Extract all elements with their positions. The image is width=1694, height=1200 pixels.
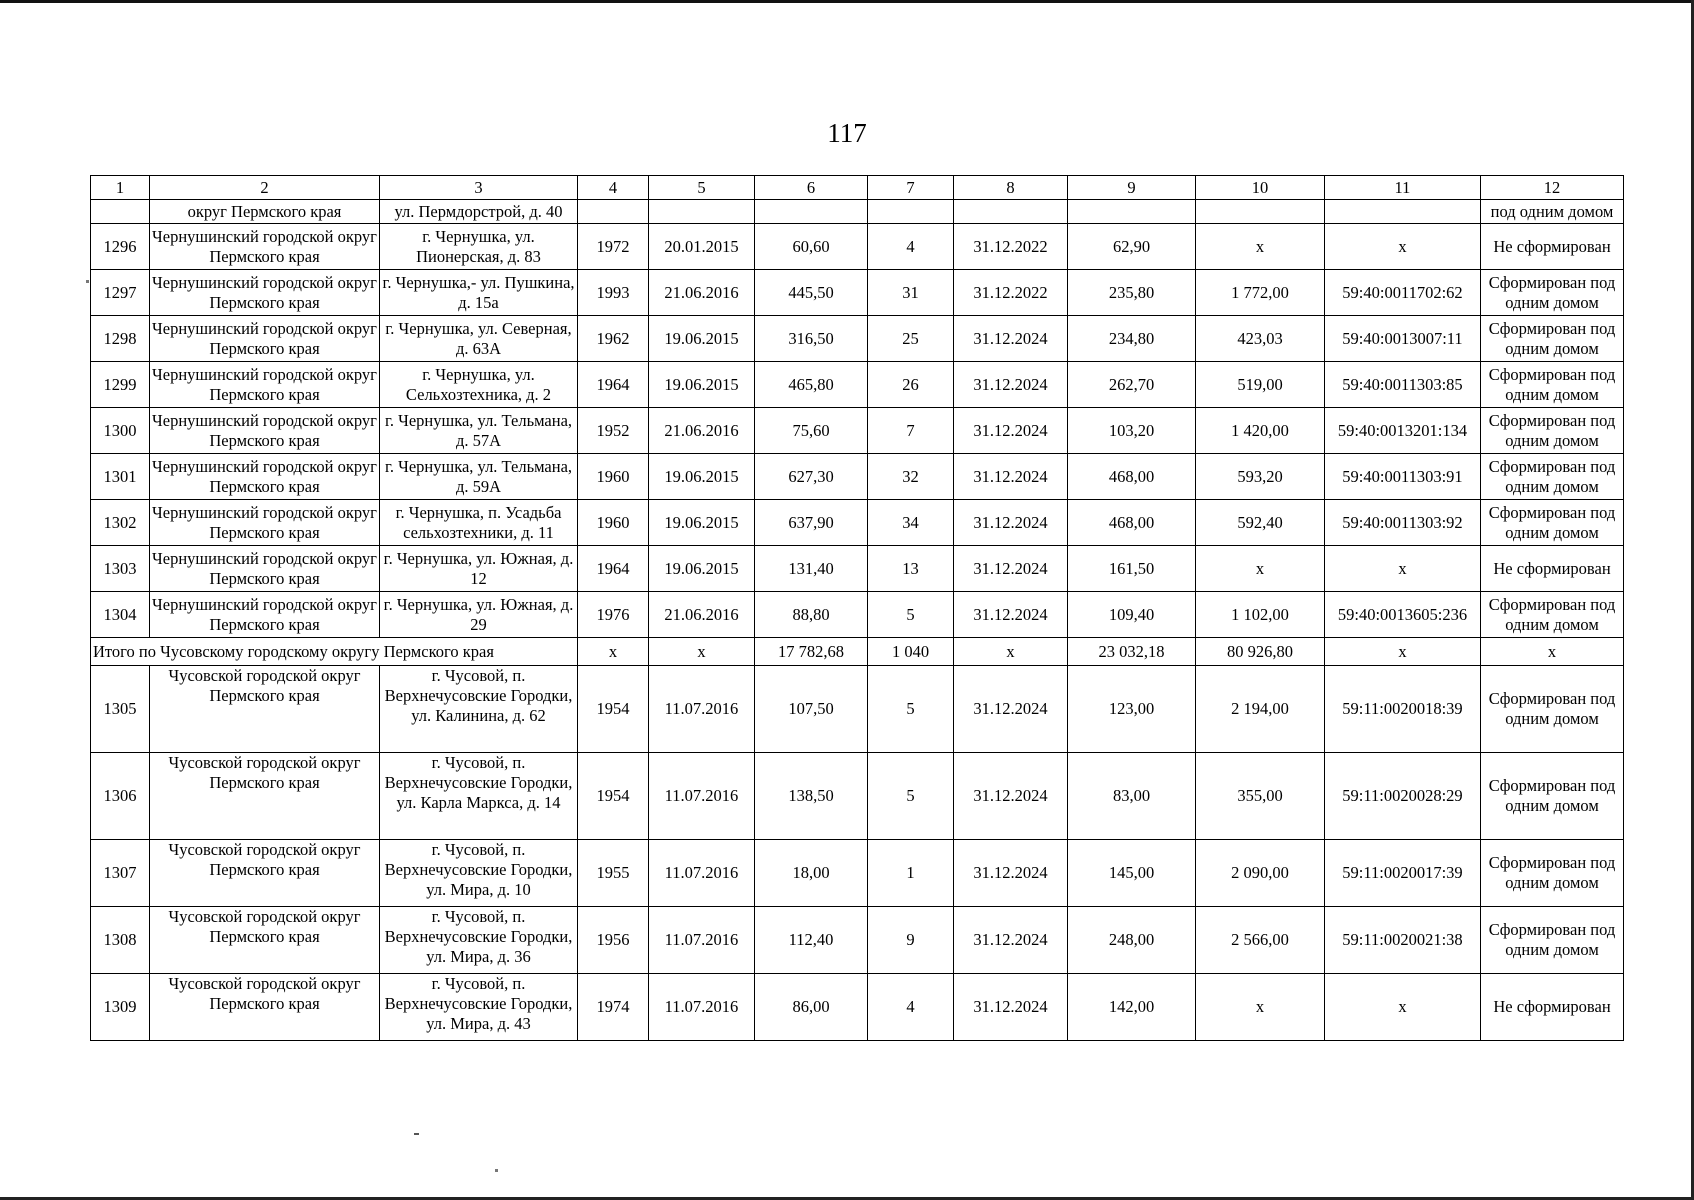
residents-cell: 7 xyxy=(868,408,954,454)
year-cell: 1960 xyxy=(578,500,649,546)
column-header: 12 xyxy=(1481,176,1624,200)
table-cell xyxy=(578,200,649,224)
cadastral-number-cell: 59:40:0011303:85 xyxy=(1325,362,1481,408)
date-cell: 21.06.2016 xyxy=(649,592,755,638)
column-header: 5 xyxy=(649,176,755,200)
status-cell: Сформирован под одним домом xyxy=(1481,316,1624,362)
row-number-cell: 1302 xyxy=(91,500,150,546)
area-cell: 60,60 xyxy=(755,224,868,270)
table-cell xyxy=(91,200,150,224)
cadastral-number-cell: х xyxy=(1325,546,1481,592)
total-value-cell: 17 782,68 xyxy=(755,638,868,666)
area-cell: 465,80 xyxy=(755,362,868,408)
column-header: 4 xyxy=(578,176,649,200)
cadastral-number-cell: х xyxy=(1325,974,1481,1041)
total-value-cell: х xyxy=(578,638,649,666)
date-cell: 11.07.2016 xyxy=(649,840,755,907)
column-header: 10 xyxy=(1196,176,1325,200)
cadastral-number-cell: 59:40:0013605:236 xyxy=(1325,592,1481,638)
address-cell: г. Чернушка, п. Усадьба сельхозтехники, д. 11 xyxy=(380,500,578,546)
value-cell: 1 102,00 xyxy=(1196,592,1325,638)
value-cell: 234,80 xyxy=(1068,316,1196,362)
cadastral-number-cell: 59:40:0011303:91 xyxy=(1325,454,1481,500)
value-cell: 142,00 xyxy=(1068,974,1196,1041)
residents-cell: 5 xyxy=(868,592,954,638)
area-cell: 131,40 xyxy=(755,546,868,592)
row-number-cell: 1306 xyxy=(91,753,150,840)
year-cell: 1956 xyxy=(578,907,649,974)
residents-cell: 4 xyxy=(868,974,954,1041)
table-cell xyxy=(868,200,954,224)
residents-cell: 4 xyxy=(868,224,954,270)
residents-cell: 31 xyxy=(868,270,954,316)
table-row xyxy=(91,316,1624,362)
total-value-cell: 23 032,18 xyxy=(1068,638,1196,666)
date-cell: 11.07.2016 xyxy=(649,974,755,1041)
value-cell: 423,03 xyxy=(1196,316,1325,362)
residents-cell: 5 xyxy=(868,753,954,840)
column-header: 7 xyxy=(868,176,954,200)
table-row xyxy=(91,666,1624,753)
column-header: 9 xyxy=(1068,176,1196,200)
table-cell xyxy=(1196,200,1325,224)
municipality-cell: Чусовской городской округ Пермского края xyxy=(150,666,380,753)
address-cell: г. Чернушка, ул. Пионерская, д. 83 xyxy=(380,224,578,270)
value-cell: 83,00 xyxy=(1068,753,1196,840)
table-cell xyxy=(755,200,868,224)
year-cell: 1993 xyxy=(578,270,649,316)
scan-speck xyxy=(495,1169,498,1172)
date-cell: 19.06.2015 xyxy=(649,362,755,408)
cadastral-number-cell: 59:11:0020017:39 xyxy=(1325,840,1481,907)
residents-cell: 25 xyxy=(868,316,954,362)
status-cell: Сформирован под одним домом xyxy=(1481,270,1624,316)
municipality-cell: Чернушинский городской округ Пермского края xyxy=(150,316,380,362)
row-number-cell: 1303 xyxy=(91,546,150,592)
year-cell: 1955 xyxy=(578,840,649,907)
row-number-cell: 1298 xyxy=(91,316,150,362)
deadline-cell: 31.12.2024 xyxy=(954,974,1068,1041)
year-cell: 1974 xyxy=(578,974,649,1041)
value-cell: 468,00 xyxy=(1068,454,1196,500)
table-row xyxy=(91,974,1624,1041)
column-header: 1 xyxy=(91,176,150,200)
residents-cell: 9 xyxy=(868,907,954,974)
area-cell: 86,00 xyxy=(755,974,868,1041)
area-cell: 445,50 xyxy=(755,270,868,316)
row-number-cell: 1307 xyxy=(91,840,150,907)
table-cell xyxy=(1325,200,1481,224)
cadastral-number-cell: 59:11:0020028:29 xyxy=(1325,753,1481,840)
total-value-cell: х xyxy=(954,638,1068,666)
column-header: 11 xyxy=(1325,176,1481,200)
status-cell: Сформирован под одним домом xyxy=(1481,454,1624,500)
status-cell: под одним домом xyxy=(1481,200,1624,224)
address-cell: г. Чусовой, п. Верхнечусовские Городки, ул. Калинина, д. 62 xyxy=(380,666,578,753)
value-cell: х xyxy=(1196,546,1325,592)
address-cell: г. Чусовой, п. Верхнечусовские Городки, ул. Карла Маркса, д. 14 xyxy=(380,753,578,840)
residents-cell: 5 xyxy=(868,666,954,753)
value-cell: 355,00 xyxy=(1196,753,1325,840)
year-cell: 1954 xyxy=(578,753,649,840)
total-value-cell: х xyxy=(1325,638,1481,666)
table-row xyxy=(91,362,1624,408)
cadastral-number-cell: 59:11:0020021:38 xyxy=(1325,907,1481,974)
status-cell: Сформирован под одним домом xyxy=(1481,592,1624,638)
date-cell: 19.06.2015 xyxy=(649,316,755,362)
year-cell: 1964 xyxy=(578,546,649,592)
address-cell: г. Чусовой, п. Верхнечусовские Городки, ул. Мира, д. 36 xyxy=(380,907,578,974)
row-number-cell: 1300 xyxy=(91,408,150,454)
status-cell: Сформирован под одним домом xyxy=(1481,907,1624,974)
deadline-cell: 31.12.2024 xyxy=(954,316,1068,362)
deadline-cell: 31.12.2024 xyxy=(954,546,1068,592)
value-cell: 262,70 xyxy=(1068,362,1196,408)
area-cell: 18,00 xyxy=(755,840,868,907)
value-cell: 145,00 xyxy=(1068,840,1196,907)
table-row xyxy=(91,907,1624,974)
date-cell: 21.06.2016 xyxy=(649,270,755,316)
address-cell: г. Чернушка,- ул. Пушкина, д. 15а xyxy=(380,270,578,316)
address-cell: г. Чернушка, ул. Сельхозтехника, д. 2 xyxy=(380,362,578,408)
address-cell: г. Чернушка, ул. Тельмана, д. 57А xyxy=(380,408,578,454)
status-cell: Не сформирован xyxy=(1481,546,1624,592)
value-cell: 593,20 xyxy=(1196,454,1325,500)
address-cell: г. Чернушка, ул. Южная, д. 29 xyxy=(380,592,578,638)
municipality-cell: Чернушинский городской округ Пермского края xyxy=(150,454,380,500)
row-number-cell: 1299 xyxy=(91,362,150,408)
column-header: 6 xyxy=(755,176,868,200)
deadline-cell: 31.12.2024 xyxy=(954,500,1068,546)
row-number-cell: 1305 xyxy=(91,666,150,753)
table-cell xyxy=(954,200,1068,224)
value-cell: 1 420,00 xyxy=(1196,408,1325,454)
municipality-cell: Чусовской городской округ Пермского края xyxy=(150,753,380,840)
value-cell: 592,40 xyxy=(1196,500,1325,546)
year-cell: 1964 xyxy=(578,362,649,408)
value-cell: х xyxy=(1196,974,1325,1041)
deadline-cell: 31.12.2022 xyxy=(954,224,1068,270)
row-number-cell: 1309 xyxy=(91,974,150,1041)
municipality-cell: Чусовской городской округ Пермского края xyxy=(150,974,380,1041)
cadastral-number-cell: 59:40:0013201:134 xyxy=(1325,408,1481,454)
scan-border-top xyxy=(0,0,1694,3)
address-cell: г. Чернушка, ул. Тельмана, д. 59А xyxy=(380,454,578,500)
municipality-cell: округ Пермского края xyxy=(150,200,380,224)
table-row xyxy=(91,546,1624,592)
status-cell: Сформирован под одним домом xyxy=(1481,500,1624,546)
scan-speck xyxy=(86,280,89,283)
date-cell: 19.06.2015 xyxy=(649,500,755,546)
area-cell: 627,30 xyxy=(755,454,868,500)
municipality-cell: Чусовской городской округ Пермского края xyxy=(150,840,380,907)
table-row xyxy=(91,408,1624,454)
residents-cell: 34 xyxy=(868,500,954,546)
residents-cell: 13 xyxy=(868,546,954,592)
value-cell: 109,40 xyxy=(1068,592,1196,638)
table-row xyxy=(91,270,1624,316)
year-cell: 1954 xyxy=(578,666,649,753)
municipality-cell: Чернушинский городской округ Пермского края xyxy=(150,408,380,454)
table-row xyxy=(91,454,1624,500)
residents-cell: 26 xyxy=(868,362,954,408)
area-cell: 112,40 xyxy=(755,907,868,974)
table-cell xyxy=(1068,200,1196,224)
row-number-cell: 1304 xyxy=(91,592,150,638)
housing-register-table xyxy=(90,175,1624,1041)
table-row xyxy=(91,753,1624,840)
date-cell: 19.06.2015 xyxy=(649,454,755,500)
municipality-cell: Чернушинский городской округ Пермского края xyxy=(150,500,380,546)
year-cell: 1976 xyxy=(578,592,649,638)
value-cell: 2 090,00 xyxy=(1196,840,1325,907)
year-cell: 1962 xyxy=(578,316,649,362)
cadastral-number-cell: х xyxy=(1325,224,1481,270)
total-value-cell: х xyxy=(1481,638,1624,666)
column-header: 2 xyxy=(150,176,380,200)
deadline-cell: 31.12.2024 xyxy=(954,454,1068,500)
status-cell: Сформирован под одним домом xyxy=(1481,408,1624,454)
total-value-cell: 1 040 xyxy=(868,638,954,666)
address-cell: г. Чусовой, п. Верхнечусовские Городки, ул. Мира, д. 10 xyxy=(380,840,578,907)
row-number-cell: 1297 xyxy=(91,270,150,316)
value-cell: 161,50 xyxy=(1068,546,1196,592)
table-row xyxy=(91,592,1624,638)
status-cell: Сформирован под одним домом xyxy=(1481,362,1624,408)
area-cell: 107,50 xyxy=(755,666,868,753)
deadline-cell: 31.12.2024 xyxy=(954,408,1068,454)
table-row xyxy=(91,500,1624,546)
value-cell: 123,00 xyxy=(1068,666,1196,753)
address-cell: г. Чусовой, п. Верхнечусовские Городки, ул. Мира, д. 43 xyxy=(380,974,578,1041)
value-cell: 248,00 xyxy=(1068,907,1196,974)
deadline-cell: 31.12.2024 xyxy=(954,840,1068,907)
residents-cell: 1 xyxy=(868,840,954,907)
column-number-header-row xyxy=(91,176,1624,200)
deadline-cell: 31.12.2024 xyxy=(954,592,1068,638)
year-cell: 1960 xyxy=(578,454,649,500)
area-cell: 316,50 xyxy=(755,316,868,362)
continuation-row xyxy=(91,200,1624,224)
date-cell: 11.07.2016 xyxy=(649,666,755,753)
value-cell: 235,80 xyxy=(1068,270,1196,316)
total-value-cell: 80 926,80 xyxy=(1196,638,1325,666)
value-cell: х xyxy=(1196,224,1325,270)
status-cell: Не сформирован xyxy=(1481,224,1624,270)
value-cell: 62,90 xyxy=(1068,224,1196,270)
table-row xyxy=(91,224,1624,270)
total-value-cell: х xyxy=(649,638,755,666)
column-header: 8 xyxy=(954,176,1068,200)
area-cell: 88,80 xyxy=(755,592,868,638)
scan-speck xyxy=(414,1133,419,1135)
deadline-cell: 31.12.2022 xyxy=(954,270,1068,316)
municipality-cell: Чернушинский городской округ Пермского края xyxy=(150,592,380,638)
total-label-cell: Итого по Чусовскому городскому округу Пермского края xyxy=(91,638,578,666)
column-header: 3 xyxy=(380,176,578,200)
total-row xyxy=(91,638,1624,666)
table-cell xyxy=(649,200,755,224)
status-cell: Сформирован под одним домом xyxy=(1481,666,1624,753)
address-cell: г. Чернушка, ул. Северная, д. 63А xyxy=(380,316,578,362)
deadline-cell: 31.12.2024 xyxy=(954,907,1068,974)
value-cell: 2 194,00 xyxy=(1196,666,1325,753)
cadastral-number-cell: 59:40:0011702:62 xyxy=(1325,270,1481,316)
area-cell: 75,60 xyxy=(755,408,868,454)
row-number-cell: 1301 xyxy=(91,454,150,500)
area-cell: 138,50 xyxy=(755,753,868,840)
year-cell: 1972 xyxy=(578,224,649,270)
date-cell: 20.01.2015 xyxy=(649,224,755,270)
value-cell: 103,20 xyxy=(1068,408,1196,454)
municipality-cell: Чусовской городской округ Пермского края xyxy=(150,907,380,974)
municipality-cell: Чернушинский городской округ Пермского края xyxy=(150,362,380,408)
municipality-cell: Чернушинский городской округ Пермского края xyxy=(150,224,380,270)
table-row xyxy=(91,840,1624,907)
deadline-cell: 31.12.2024 xyxy=(954,666,1068,753)
status-cell: Сформирован под одним домом xyxy=(1481,840,1624,907)
deadline-cell: 31.12.2024 xyxy=(954,362,1068,408)
deadline-cell: 31.12.2024 xyxy=(954,753,1068,840)
cadastral-number-cell: 59:40:0013007:11 xyxy=(1325,316,1481,362)
value-cell: 1 772,00 xyxy=(1196,270,1325,316)
date-cell: 11.07.2016 xyxy=(649,907,755,974)
residents-cell: 32 xyxy=(868,454,954,500)
value-cell: 468,00 xyxy=(1068,500,1196,546)
status-cell: Сформирован под одним домом xyxy=(1481,753,1624,840)
value-cell: 519,00 xyxy=(1196,362,1325,408)
address-cell: ул. Пермдорстрой, д. 40 xyxy=(380,200,578,224)
date-cell: 19.06.2015 xyxy=(649,546,755,592)
cadastral-number-cell: 59:40:0011303:92 xyxy=(1325,500,1481,546)
date-cell: 21.06.2016 xyxy=(649,408,755,454)
page-number: 117 xyxy=(827,118,867,148)
municipality-cell: Чернушинский городской округ Пермского края xyxy=(150,270,380,316)
year-cell: 1952 xyxy=(578,408,649,454)
row-number-cell: 1296 xyxy=(91,224,150,270)
cadastral-number-cell: 59:11:0020018:39 xyxy=(1325,666,1481,753)
area-cell: 637,90 xyxy=(755,500,868,546)
value-cell: 2 566,00 xyxy=(1196,907,1325,974)
status-cell: Не сформирован xyxy=(1481,974,1624,1041)
row-number-cell: 1308 xyxy=(91,907,150,974)
date-cell: 11.07.2016 xyxy=(649,753,755,840)
municipality-cell: Чернушинский городской округ Пермского края xyxy=(150,546,380,592)
address-cell: г. Чернушка, ул. Южная, д. 12 xyxy=(380,546,578,592)
